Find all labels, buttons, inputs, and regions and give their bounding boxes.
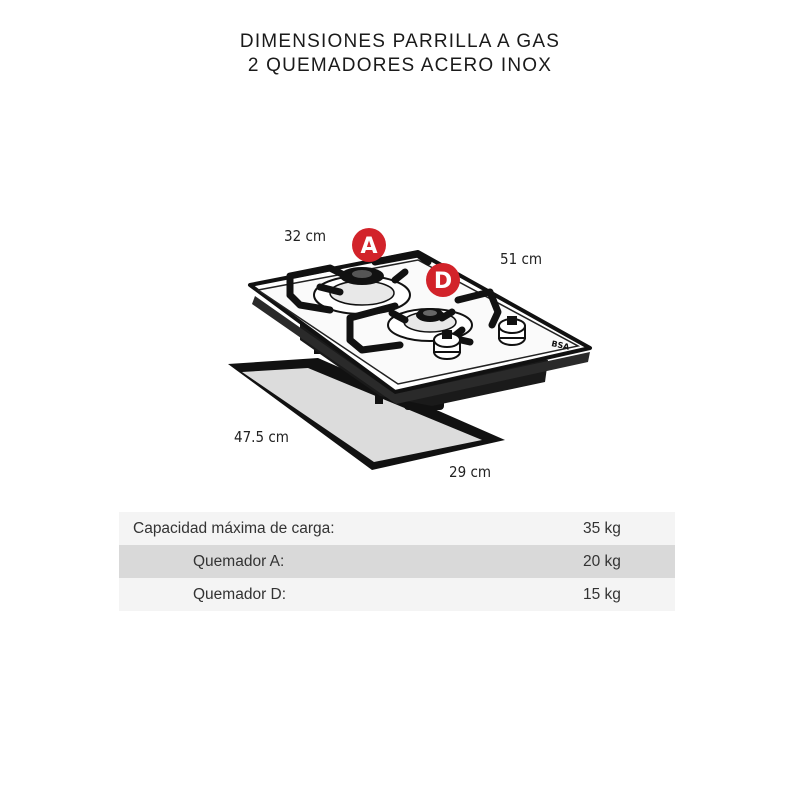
badge-burner-d xyxy=(426,263,460,297)
brand-logo: BSA xyxy=(550,339,571,352)
knob-left xyxy=(434,330,460,359)
knob-right xyxy=(499,316,525,345)
spec-label: Quemador A: xyxy=(193,552,285,570)
badge-d-label: D xyxy=(433,269,453,294)
dimension-cut-depth: 47.5 cm xyxy=(234,428,289,446)
dimension-width-top: 32 cm xyxy=(284,227,327,245)
spec-row-burner-a xyxy=(119,545,675,578)
spec-row-capacity xyxy=(119,512,675,545)
spec-label: Capacidad máxima de carga: xyxy=(133,519,335,537)
title-line-2: 2 QUEMADORES ACERO INOX xyxy=(247,55,553,76)
spec-value: 15 kg xyxy=(583,585,621,603)
dimension-cut-width: 29 cm xyxy=(449,463,492,481)
badge-burner-a xyxy=(352,228,386,262)
specs-table xyxy=(119,512,675,611)
title-line-1: DIMENSIONES PARRILLA A GAS xyxy=(239,31,561,52)
spec-value: 20 kg xyxy=(583,552,621,570)
dimension-depth-top: 51 cm xyxy=(500,250,543,268)
badge-a-label: A xyxy=(360,234,378,259)
spec-value: 35 kg xyxy=(583,519,621,537)
spec-row-burner-d xyxy=(119,578,675,611)
spec-label: Quemador D: xyxy=(193,585,287,603)
